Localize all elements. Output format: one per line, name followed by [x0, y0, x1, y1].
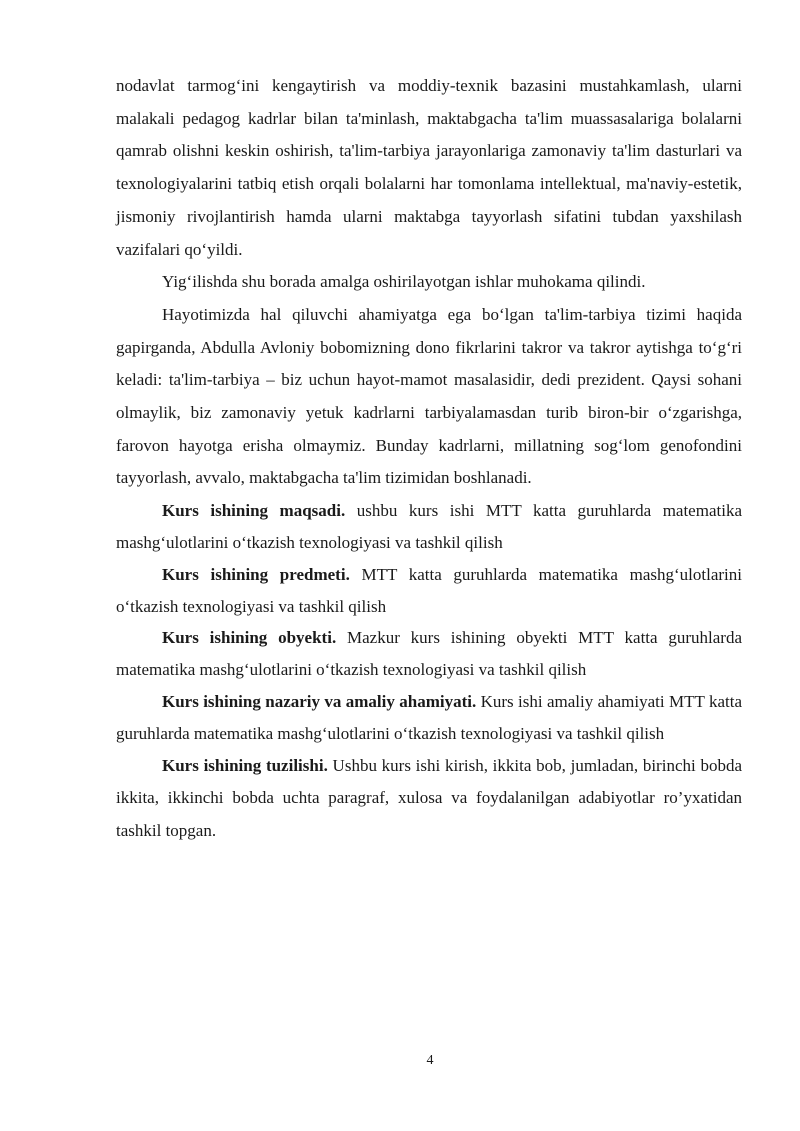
subject-text: MTT katta guruhlarda matematika mashg‘ulotlarini o‘tkazish texnologiyasi va tashkil qilish — [116, 564, 742, 616]
paragraph-significance — [116, 686, 742, 750]
page-body — [116, 70, 742, 848]
structure-label: Kurs ishining tuzilishi. — [162, 755, 328, 775]
structure-text: Ushbu kurs ishi kirish, ikkita bob, jumladan, birinchi bobda ikkita, ikkinchi bobda uchta paragraf, xulosa va foydalanilgan adabiyotlar ro’yxatidan tashkil topgan. — [116, 755, 742, 840]
goal-text: ushbu kurs ishi MTT katta guruhlarda matematika mashg‘ulotlarini o‘tkazish texnologiyasi va tashkil qilish — [116, 501, 742, 552]
paragraph-subject — [116, 559, 742, 623]
paragraph-avloniy: Hayotimizda hal qiluvchi ahamiyatga ega bo‘lgan ta'lim-tarbiya tizimi haqida gapirganda, Abdulla Avloniy bobomizning dono fikrlarini takror va takror aytishga to‘g‘ri keladi: ta'lim-tarbiya – biz uchun hayot-mamot masalasidir, dedi prezident. Qaysi sohani olmaylik, biz zamonaviy yetuk kadrlarni tarbiyalamasdan turib biron-bir o‘zgarishga, farovon hayotga erisha olmaymiz. Bunday kadrlarni, millatning sog‘lom genofondini tayyorlash, avvalo, maktabgacha ta'lim tizimidan boshlanadi. — [116, 304, 742, 488]
significance-label: Kurs ishining nazariy va amaliy ahamiyati. — [162, 691, 477, 711]
paragraph-object — [116, 622, 742, 686]
object-text: Mazkur kurs ishining obyekti MTT katta guruhlarda matematika mashg‘ulotlarini o‘tkazish texnologiyasi va tashkil qilish — [116, 628, 743, 680]
subject-label: Kurs ishining predmeti. — [162, 564, 350, 584]
goal-label: Kurs ishining maqsadi. — [162, 501, 346, 521]
significance-text: Kurs ishi amaliy ahamiyati MTT katta guruhlarda matematika mashg‘ulotlarini o‘tkazish texnologiyasi va tashkil qilish — [116, 691, 742, 743]
page-number: 4 — [426, 1053, 434, 1068]
paragraph-meeting: Yig‘ilishda shu borada amalga oshirilayotgan ishlar muhokama qilindi. — [162, 272, 646, 292]
paragraph-continuation: nodavlat tarmog‘ini kengaytirish va moddiy-texnik bazasini mustahkamlash, ularni malakali pedagog kadrlar bilan ta'minlash, maktabgacha ta'lim muassasalariga bolalarni qamrab olishni keskin oshirish, ta'lim-tarbiya jarayonlariga zamonaviy ta'lim dasturlari va texnologiyalarini tatbiq etish orqali bolalarni har tomonlama intellektual, ma'naviy-estetik, jismoniy rivojlantirish hamda ularni maktabga tayyorlash sifatini tubdan yaxshilash vazifalari qo‘yildi. — [116, 76, 742, 259]
paragraph-goal — [116, 495, 742, 559]
object-label: Kurs ishining obyekti. — [162, 628, 337, 648]
paragraph-structure — [116, 750, 742, 848]
